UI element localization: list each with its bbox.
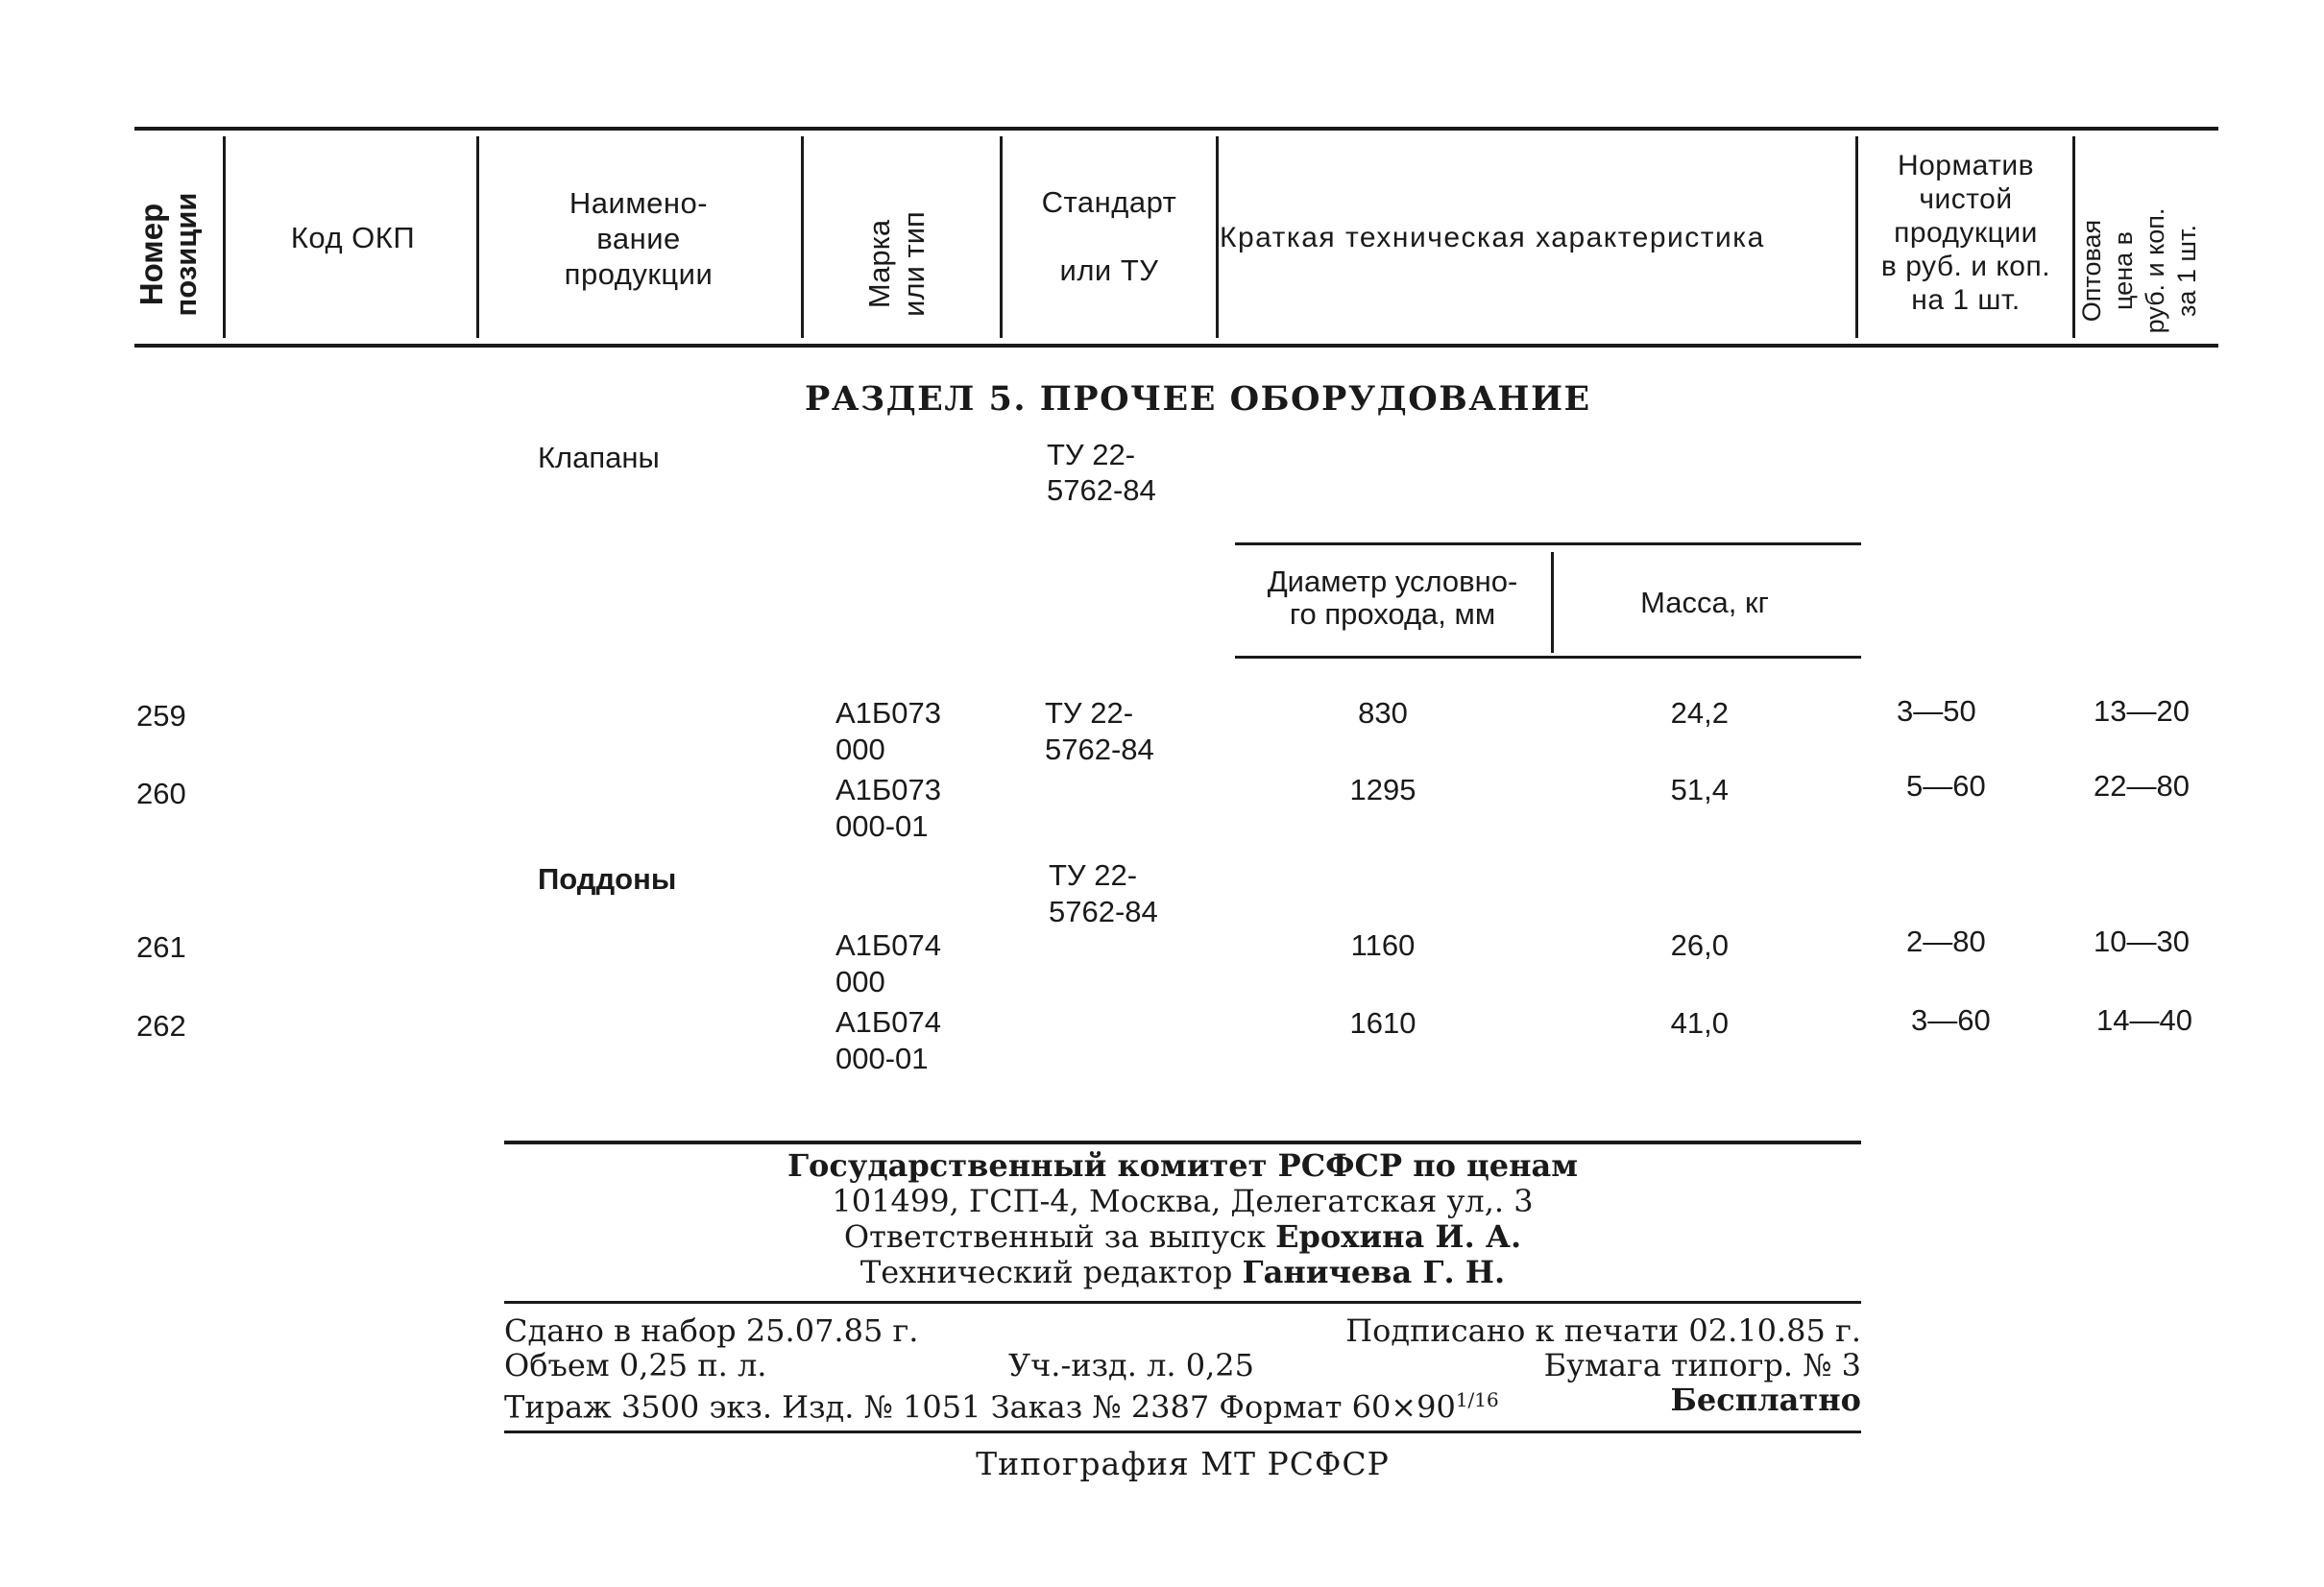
imprint-signed-date: Подписано к печати 02.10.85 г. [1345, 1312, 1861, 1349]
header-product-name-line: вание [596, 222, 681, 255]
header-wholesale-price-line: цена в [2109, 231, 2138, 310]
row-price: 22—80 [2094, 769, 2190, 803]
row-norm: 5—60 [1906, 769, 1986, 803]
header-net-product-norm-line: Норматив [1897, 150, 2035, 181]
group-name: Поддоны [538, 862, 677, 896]
header-divider [2072, 136, 2075, 338]
row-mark-line: 000 [835, 733, 885, 766]
row-norm: 3—60 [1911, 1003, 1991, 1037]
row-mark-line: 000-01 [835, 809, 929, 843]
row-mass: 51,4 [1670, 773, 1729, 806]
imprint-sent-date: Сдано в набор 25.07.85 г. [504, 1312, 919, 1349]
header-net-product-norm-line: в руб. и коп. [1880, 251, 2051, 282]
row-mark-line: А1Б074 [835, 1005, 941, 1039]
imprint-format-fraction: 1/16 [1455, 1388, 1499, 1411]
header-wholesale-price-line: Оптовая [2077, 219, 2106, 323]
row-mark [835, 927, 941, 1000]
row-mark-line: 000 [835, 965, 885, 998]
row-standard-line: ТУ 22- [1045, 696, 1134, 730]
group-standard-line: 5762-84 [1047, 473, 1156, 507]
row-norm: 3—50 [1897, 694, 1976, 728]
imprint-uch-izd: Уч.-изд. л. 0,25 [1008, 1347, 1255, 1383]
row-mark-line: А1Б073 [835, 696, 941, 730]
imprint-print-run [504, 1383, 1861, 1426]
header-net-product-norm-line: продукции [1894, 217, 2038, 249]
row-mass: 24,2 [1670, 696, 1729, 730]
group-standard-line: 5762-84 [1049, 895, 1158, 928]
subheader-diameter-line: го прохода, мм [1289, 597, 1496, 631]
row-mark-line: А1Б074 [835, 928, 941, 962]
header-divider [476, 136, 479, 338]
header-divider [801, 136, 804, 338]
group-standard [1047, 437, 1156, 508]
header-okp-code: Код ОКП [290, 221, 416, 254]
imprint-block [504, 1148, 1861, 1290]
row-number: 260 [136, 777, 186, 810]
header-standard-line: Стандарт [1041, 185, 1177, 219]
header-top-rule [134, 127, 2218, 131]
group-standard-line: ТУ 22- [1049, 858, 1138, 892]
header-technical-characteristics: Краткая техническая характеристика [1220, 222, 1765, 253]
imprint-address: 101499, ГСП-4, Москва, Делегатская ул,. 3 [832, 1183, 1534, 1219]
row-norm: 2—80 [1906, 925, 1986, 958]
imprint-middle-rule [504, 1301, 1861, 1304]
imprint-tech-editor [504, 1255, 1861, 1290]
header-product-name-line: Наимено- [569, 186, 709, 220]
row-number: 259 [136, 699, 186, 733]
imprint-bottom-rule [504, 1431, 1861, 1433]
subheader-mass: Масса, кг [1640, 586, 1769, 619]
header-mark-type-line: или тип [897, 211, 931, 317]
header-position-number [134, 154, 211, 355]
row-mass: 26,0 [1670, 928, 1729, 962]
row-price: 14—40 [2096, 1003, 2192, 1037]
subheader-divider [1551, 552, 1554, 653]
row-mark-line: А1Б073 [835, 773, 941, 806]
header-wholesale-price-line: за 1 шт. [2172, 225, 2201, 317]
subheader-diameter [1239, 565, 1546, 631]
header-bottom-rule [134, 344, 2218, 348]
subheader-top-rule [1235, 542, 1861, 545]
imprint-top-rule [504, 1141, 1861, 1144]
imprint-free: Бесплатно [1670, 1382, 1861, 1418]
imprint-responsible [504, 1219, 1861, 1255]
subheader-bottom-rule [1235, 656, 1861, 659]
row-price: 10—30 [2094, 925, 2190, 958]
imprint-printer: Типография МТ РСФСР [976, 1445, 1390, 1482]
imprint-responsible-label: Ответственный за выпуск [843, 1218, 1276, 1255]
imprint-tech-editor-label: Технический редактор [859, 1254, 1243, 1290]
header-divider [1000, 136, 1003, 338]
row-standard [1045, 695, 1154, 768]
header-position-number-line: позиции [169, 192, 203, 317]
imprint-print-run-text: Тираж 3500 экз. Изд. № 1051 Заказ № 2387 Формат 60×90 [504, 1388, 1456, 1426]
row-diameter: 1160 [1350, 928, 1416, 962]
header-wholesale-price-line: руб. и коп. [2141, 207, 2169, 334]
group-standard [1049, 857, 1158, 930]
header-divider [1855, 136, 1858, 338]
header-standard [1005, 184, 1214, 288]
row-diameter: 830 [1358, 696, 1408, 730]
section-title: РАЗДЕЛ 5. ПРОЧЕЕ ОБОРУДОВАНИЕ [805, 379, 1591, 419]
header-divider [223, 136, 226, 338]
header-net-product-norm [1859, 149, 2072, 317]
header-mark-type-line: Марка [862, 219, 896, 309]
header-product-name-line: продукции [564, 257, 714, 291]
header-wholesale-price [2076, 170, 2211, 372]
imprint-responsible-name: Ерохина И. А. [1275, 1218, 1522, 1255]
row-diameter: 1610 [1349, 1006, 1416, 1040]
header-divider [1216, 136, 1219, 338]
row-mark [835, 695, 941, 768]
header-net-product-norm-line: чистой [1919, 183, 2013, 215]
imprint-volume: Объем 0,25 п. л. [504, 1347, 767, 1383]
row-diameter: 1295 [1349, 773, 1416, 806]
imprint-tech-editor-name: Ганичева Г. Н. [1242, 1254, 1506, 1290]
header-position-number-line: Номер [133, 203, 169, 306]
row-standard-line: 5762-84 [1045, 733, 1154, 766]
imprint-paper: Бумага типогр. № 3 [1543, 1347, 1861, 1383]
group-name: Клапаны [538, 441, 660, 474]
header-mark-type [862, 163, 939, 365]
header-net-product-norm-line: на 1 шт. [1911, 284, 2021, 316]
header-product-name [480, 185, 797, 292]
row-mark [835, 772, 941, 845]
group-standard-line: ТУ 22- [1047, 438, 1136, 471]
subheader-diameter-line: Диаметр условно- [1267, 565, 1518, 598]
row-number: 262 [136, 1009, 186, 1043]
imprint-committee: Государственный комитет РСФСР по ценам [787, 1147, 1579, 1184]
row-price: 13—20 [2094, 694, 2190, 728]
row-number: 261 [136, 930, 186, 964]
row-mark-line: 000-01 [835, 1042, 929, 1075]
row-mark [835, 1004, 941, 1077]
row-mass: 41,0 [1670, 1006, 1729, 1040]
header-standard-line: или ТУ [1059, 253, 1159, 287]
